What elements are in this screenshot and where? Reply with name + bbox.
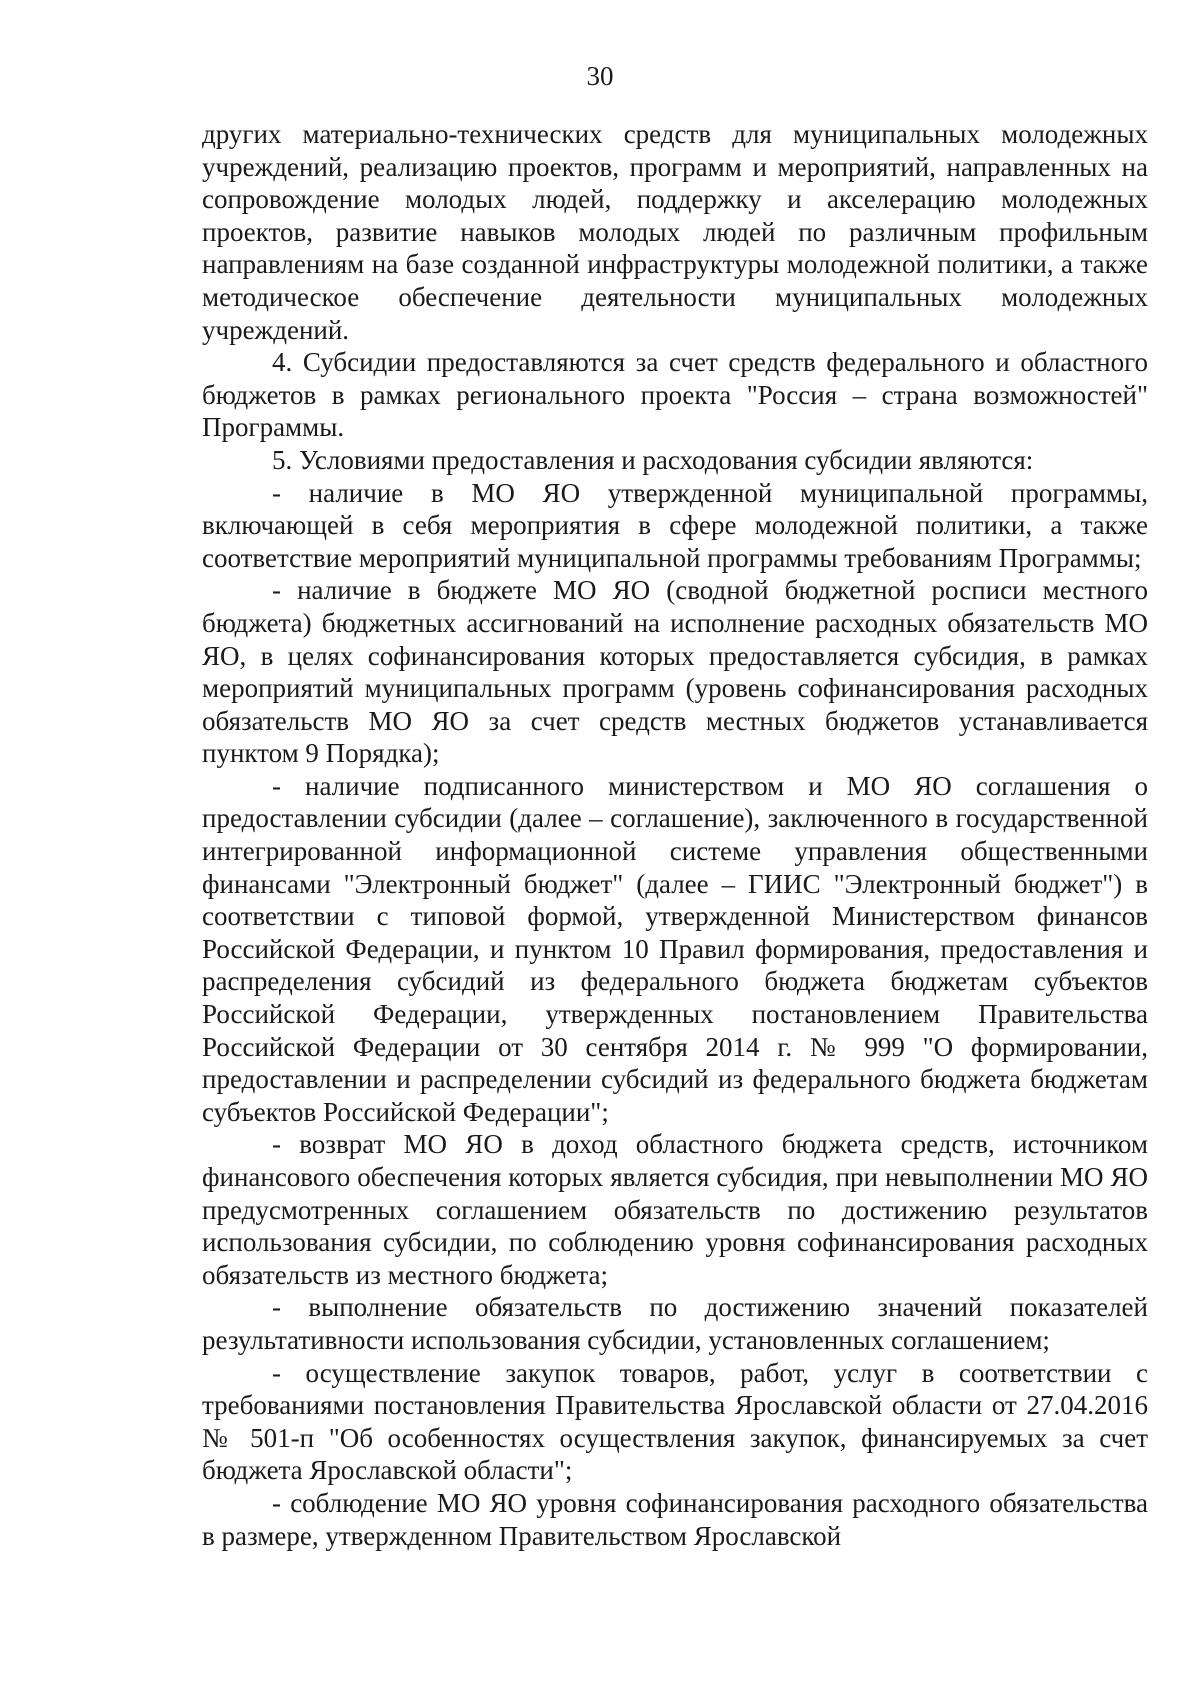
list-item-signed-agreement: - наличие подписанного министерством и МО ЯО соглашения о предоставлении субсидии (далее – соглашение), заключенного в государственной интегрированной информационной системе управления общественными финансами "Электронный бюджет" (далее – ГИИС "Электронный бюджет") в соответствии с типовой формой, утвержденной Министерством финансов Российской Федерации, и пунктом 10 Правил формирования, предоставления и распределения субсидий из федерального бюджета бюджетам субъектов Российской Федерации, утвержденных постановлением Правительства Российской Федерации от 30 сентября 2014 г. № 999 "О формировании, предоставлении и распределении субсидий из федерального бюджета бюджетам субъектов Российской Федерации";	[202, 770, 1148, 1127]
list-item-cofinancing-level: - соблюдение МО ЯО уровня софинансирования расходного обязательства в размере, утвержденном Правительством Ярославской	[202, 1487, 1148, 1551]
paragraph-continuation: других материально-технических средств для муниципальных молодежных учреждений, реализацию проектов, программ и мероприятий, направленных на сопровождение молодых людей, поддержку и акселерацию молодежных проектов, развитие навыков молодых людей по различным профильным направлениям на базе созданной инфраструктуры молодежной политики, а также методическое обеспечение деятельности муниципальных молодежных учреждений.	[202, 119, 1148, 345]
list-item-procurement: - осуществление закупок товаров, работ, услуг в соответствии с требованиями постановления Правительства Ярославской области от 27.04.2016 № 501-п "Об особенностях осуществления закупок, финансируемых за счет бюджета Ярославской области";	[202, 1357, 1148, 1486]
list-item-performance-indicators: - выполнение обязательств по достижению значений показателей результативности использования субсидии, установленных соглашением;	[202, 1292, 1148, 1355]
paragraph-clause-5: 5. Условиями предоставления и расходования субсидии являются:	[272, 444, 1034, 475]
paragraph-clause-4: 4. Субсидии предоставляются за счет средств федерального и областного бюджетов в рамках регионального проекта "Россия – страна возможностей" Программы.	[202, 347, 1148, 443]
document-body	[202, 118, 1148, 1552]
list-item-budget-allocations: - наличие в бюджете МО ЯО (сводной бюджетной росписи местного бюджета) бюджетных ассигнований на исполнение расходных обязательств МО ЯО, в целях софинансирования которых предоставляется субсидия, в рамках мероприятий муниципальных программ (уровень софинансирования расходных обязательств МО ЯО за счет средств местных бюджетов устанавливается пунктом 9 Порядка);	[202, 575, 1148, 769]
list-item-municipal-program: - наличие в МО ЯО утвержденной муниципальной программы, включающей в себя мероприятия в сфере молодежной политики, а также соответствие мероприятий муниципальной программы требованиям Программы;	[202, 477, 1148, 573]
page-number: 30	[586, 61, 614, 91]
list-item-refund: - возврат МО ЯО в доход областного бюджета средств, источником финансового обеспечения которых является субсидия, при невыполнении МО ЯО предусмотренных соглашением обязательств по достижению результатов использования субсидии, по соблюдению уровня софинансирования расходных обязательств из местного бюджета;	[202, 1129, 1148, 1290]
